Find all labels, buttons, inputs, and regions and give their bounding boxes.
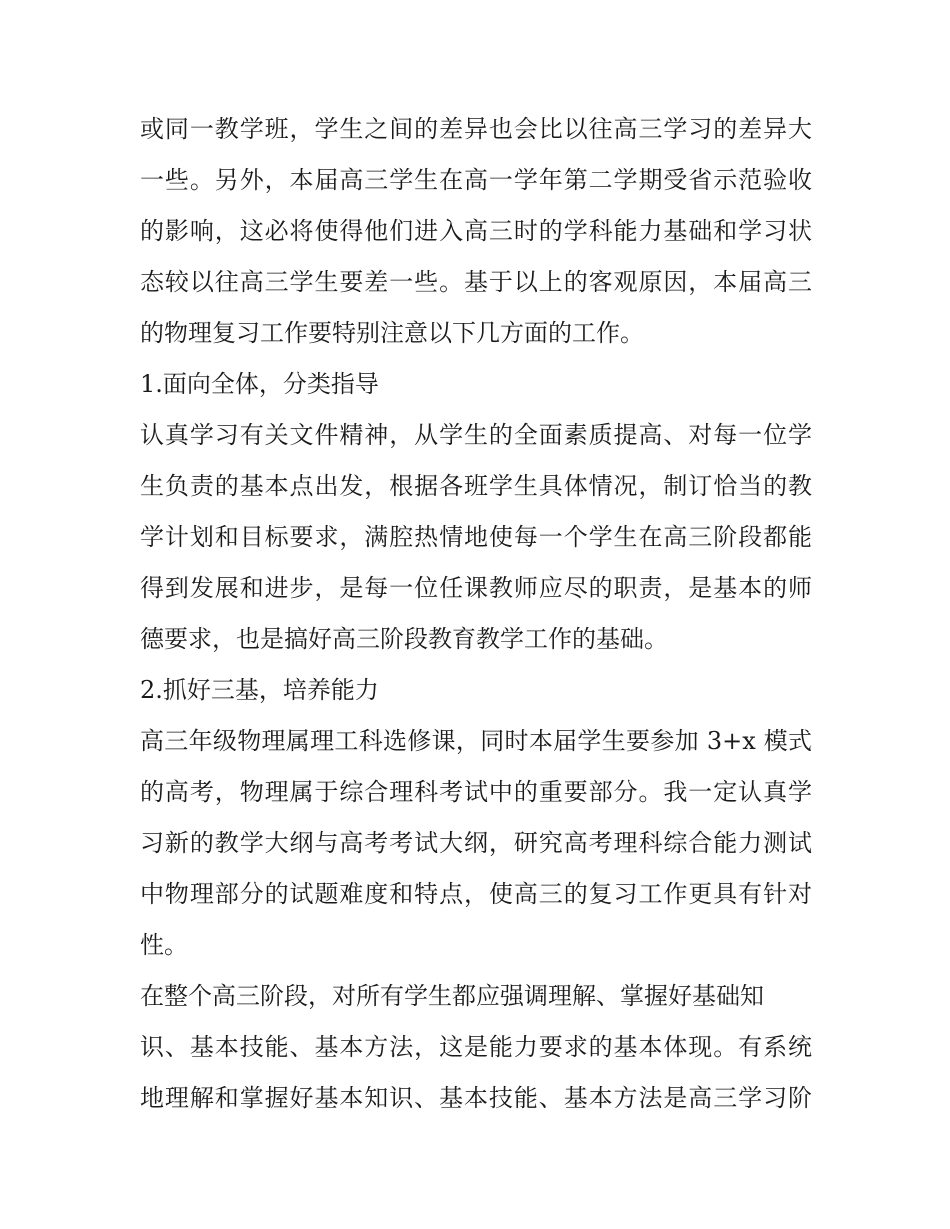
- text-line: 一些。另外，本届高三学生在高一学年第二学期受省示范验收: [140, 166, 812, 194]
- document-body: [140, 104, 812, 1124]
- text-line: 高三年级物理属理工科选修课，同时本届学生要参加 3+x 模式: [140, 727, 812, 755]
- paragraph-intro: [140, 104, 812, 359]
- text-line: 识、基本技能、基本方法，这是能力要求的基本体现。有系统: [140, 1033, 812, 1061]
- text-line: 的物理复习工作要特别注意以下几方面的工作。: [140, 319, 644, 347]
- text-line: 德要求，也是搞好高三阶段教育教学工作的基础。: [140, 625, 668, 653]
- text-line: 的高考，物理属于综合理科考试中的重要部分。我一定认真学: [140, 778, 812, 806]
- text-line: 的影响，这必将使得他们进入高三时的学科能力基础和学习状: [140, 217, 812, 245]
- text-line: 或同一教学班，学生之间的差异也会比以往高三学习的差异大: [140, 115, 812, 143]
- text-line: 得到发展和进步，是每一位任课教师应尽的职责，是基本的师: [140, 574, 812, 602]
- text-line: 生负责的基本点出发，根据各班学生具体情况，制订恰当的教: [140, 472, 812, 500]
- paragraph-3: [140, 971, 812, 1124]
- section-heading-1: 1.面向全体，分类指导: [140, 370, 379, 398]
- text-line: 中物理部分的试题难度和特点，使高三的复习工作更具有针对: [140, 880, 812, 908]
- text-line: 态较以往高三学生要差一些。基于以上的客观原因，本届高三: [140, 268, 812, 296]
- text-line: 在整个高三阶段，对所有学生都应强调理解、掌握好基础知: [140, 982, 764, 1010]
- text-line: 性。: [140, 931, 188, 959]
- text-line: 习新的教学大纲与高考考试大纲，研究高考理科综合能力测试: [140, 829, 812, 857]
- text-line: 地理解和掌握好基本知识、基本技能、基本方法是高三学习阶: [140, 1084, 812, 1112]
- text-line: 学计划和目标要求，满腔热情地使每一个学生在高三阶段都能: [140, 523, 812, 551]
- paragraph-1: [140, 410, 812, 665]
- section-heading-2: 2.抓好三基，培养能力: [140, 676, 379, 704]
- paragraph-2: [140, 716, 812, 971]
- text-line: 认真学习有关文件精神，从学生的全面素质提高、对每一位学: [140, 421, 812, 449]
